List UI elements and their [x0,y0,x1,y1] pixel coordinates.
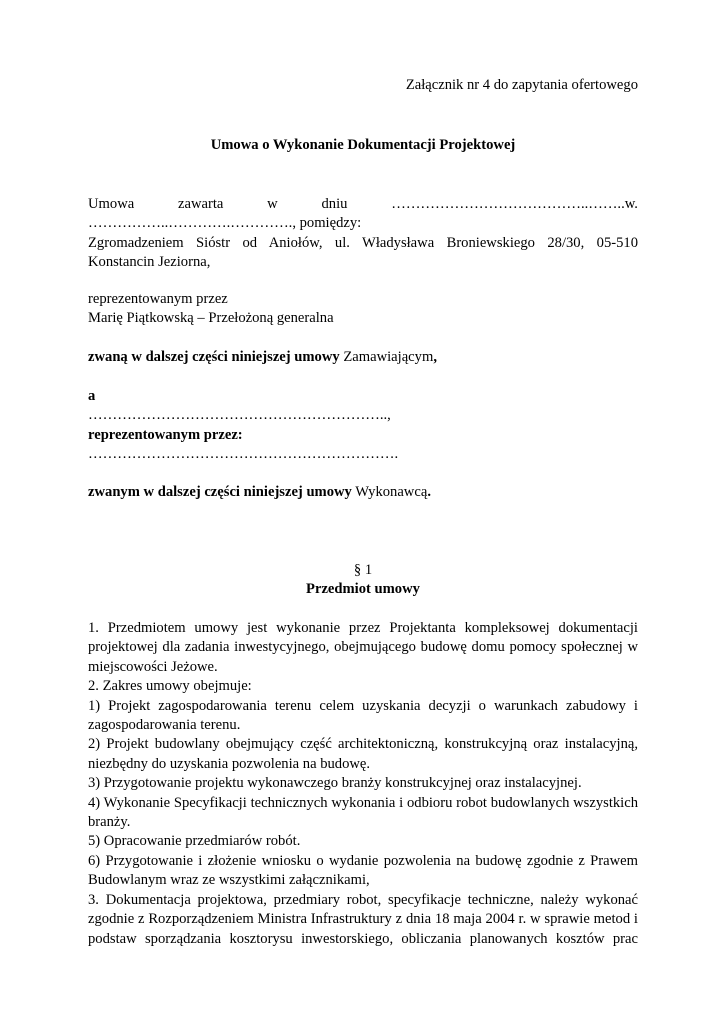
contractor-clause [88,483,638,502]
section-body-line: 1. Przedmiotem umowy jest wykonanie przez Projektanta kompleksowej dokumentacji [88,620,638,636]
intro-word: dniu [321,196,348,212]
clause-bold-text: zwanym w dalszej części niniejszej umowy [88,484,352,500]
section-body-line: miejscowości Jeżowe. [88,658,218,675]
section-body-line: podstaw sporządzania kosztorysu inwestorskiego, obliczania planowanych kosztów prac [88,930,638,947]
party-address-line-1: Zgromadzeniem Sióstr od Aniołów, ul. Władysława Broniewskiego 28/30, 05-510 [88,234,638,251]
document-title: Umowa o Wykonanie Dokumentacji Projektowej [210,137,516,153]
section-body-line: 2. Zakres umowy obejmuje: [88,678,252,695]
contractor-represented-label: reprezentowanym przez: [88,426,243,443]
section-body-line: zagospodarowania terenu. [88,717,241,734]
ordering-party-role: Zamawiającym [343,349,434,365]
section-body [88,619,638,949]
represented-by-label: reprezentowanym przez [88,291,228,307]
intro-date-placeholder: …………………………………..……..w. [391,196,638,212]
intro-line-1 [88,195,638,214]
intro-word: zawarta [178,196,224,212]
section-body-line: 2) Projekt budowlany obejmujący część architektoniczną, konstrukcyjną oraz instalacyjną, [88,736,638,753]
clause-bold-text: zwaną w dalszej części niniejszej umowy [88,349,340,365]
ordering-party-clause [88,348,638,367]
clause-punctuation: , [433,349,437,365]
contractor-representative-placeholder: ………………………………………………………. [88,446,399,463]
section-body-line: zgodnie z Rozporządzeniem Ministra Infrastruktury z dnia 18 maja 2004 r. w sprawie metod i [88,911,638,928]
section-body-line: Budowlanym wraz ze wszystkimi załącznikami, [88,872,370,889]
section-body-line: niezbędny do uzyskania pozwolenia na budowę. [88,755,371,772]
clause-punctuation: . [427,484,431,500]
conjunction-a: a [88,388,96,404]
section-body-line: 5) Opracowanie przedmiarów robót. [88,833,301,850]
intro-word: w [267,196,278,212]
contractor-name-placeholder: …………………………………………………….., [88,407,391,424]
section-body-line: 3) Przygotowanie projektu wykonawczego branży konstrukcyjnej oraz instalacyjnej. [88,775,582,792]
section-body-line: 3. Dokumentacja projektowa, przedmiary robot, specyfikacje techniczne, należy wykonać [88,891,638,908]
section-body-line: 6) Przygotowanie i złożenie wniosku o wydanie pozwolenia na budowę zgodnie z Prawem [88,852,638,869]
representative-name: Marię Piątkowską – Przełożoną generalna [88,310,334,327]
section-body-line: 4) Wykonanie Specyfikacji technicznych wykonania i odbioru robot budowlanych wszystkich [88,794,638,811]
intro-line-2: ……………..………….…………., pomiędzy: [88,215,362,232]
contractor-role: Wykonawcą [355,484,428,500]
section-number: § 1 [353,562,373,578]
representation-block [88,290,638,329]
section-body-line: projektowej dla zadania inwestycyjnego, obejmującego budowę domu pomocy społecznej w [88,639,638,656]
party-address-line-2: Konstancin Jeziorna, [88,254,211,271]
section-body-line: 1) Projekt zagospodarowania terenu celem uzyskania decyzji o warunkach zabudowy i [88,697,638,714]
section-heading: Przedmiot umowy [306,581,420,597]
annex-label: Załącznik nr 4 do zapytania ofertowego [405,77,638,93]
intro-paragraph [88,195,638,273]
contractor-block [88,387,638,465]
section-body-line: branży. [88,814,131,831]
intro-word: Umowa [88,196,135,212]
